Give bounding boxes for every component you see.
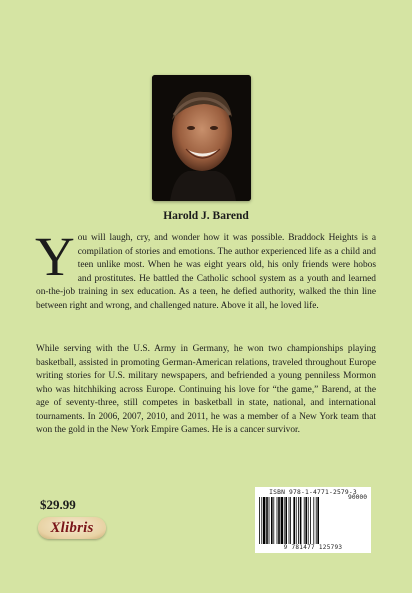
ean-digits: 9 781477 125793 <box>283 544 343 551</box>
author-name: Harold J. Barend <box>163 210 249 222</box>
publisher-logo <box>38 517 106 539</box>
blurb-paragraph-1-text: ou will laugh, cry, and wonder how it was possible. Braddock Heights is a compilation of stories and emotions. The author experienced life as a child and teen unlike most. When he was eight years old, his only friends were hobos and prostitutes. He battled the Catholic school system as a youth and learned on-the-job training in sex education. As a teen, he defied authority, walked the thin line between right and wrong, and challenged nature. Above it all, he loved life. <box>36 233 376 311</box>
author-photo <box>152 75 251 201</box>
blurb-paragraph-1 <box>35 226 376 313</box>
price-code: 90000 <box>348 494 367 501</box>
drop-cap: Y <box>35 226 75 287</box>
blurb-paragraph-2: While serving with the U.S. Army in Germany, he won two championships playing basketball, assisted in promoting German-American relations, traveled throughout Europe writing stories for U.S. military newspapers, and befriended a young penniless Mormon who was hitchhiking across Europe. Continuing his love for “the game,” Barend, at the age of seventy-three, still competes in basketball in state, national, and international tournaments. In 2006, 2007, 2010, and 2011, he was a member of a New York team that won the gold in the New York Empire Games. He is a cancer survivor. <box>36 344 376 436</box>
isbn-label: ISBN 978-1-4771-2579-3 <box>269 489 357 496</box>
author-portrait-image <box>152 75 251 201</box>
barcode-bars <box>259 497 341 544</box>
publisher-logo-text: Xlibris <box>50 519 94 536</box>
isbn-barcode <box>255 487 371 553</box>
price-label: $29.99 <box>40 497 76 512</box>
